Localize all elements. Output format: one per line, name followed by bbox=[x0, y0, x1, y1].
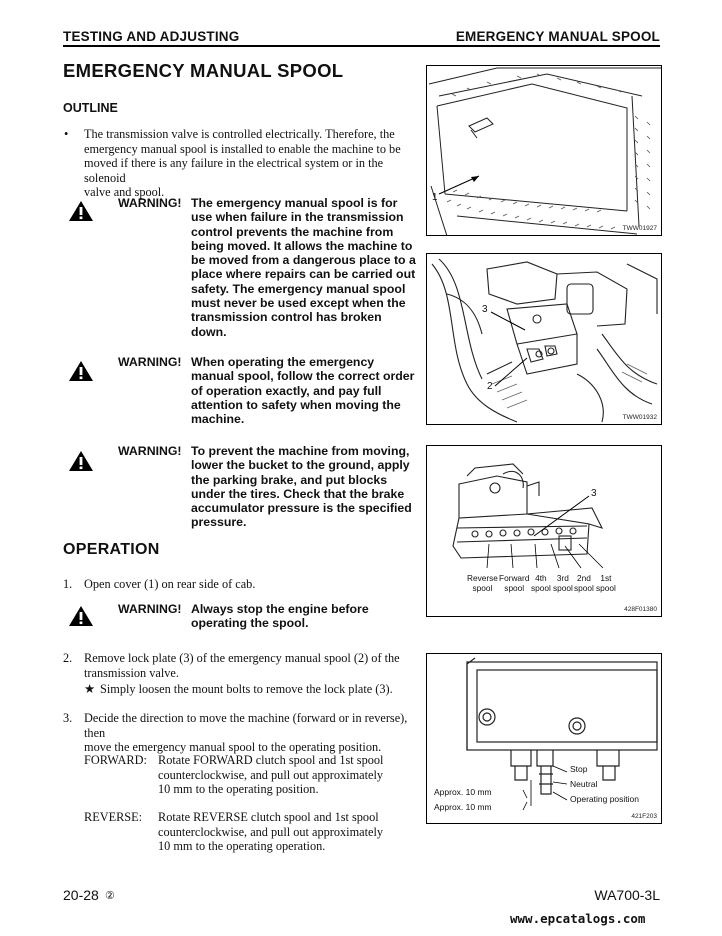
label-approx-10mm-upper: Approx. 10 mm bbox=[434, 787, 492, 797]
outline-heading: OUTLINE bbox=[63, 101, 118, 115]
star-icon: ★ bbox=[84, 682, 96, 696]
running-header-left: TESTING AND ADJUSTING bbox=[63, 29, 240, 44]
model-number: WA700-3L bbox=[594, 887, 660, 903]
label-4th-spool bbox=[531, 574, 551, 593]
figure-code: TWW01927 bbox=[622, 225, 657, 232]
cab-cover-drawing bbox=[427, 66, 661, 235]
forward-text bbox=[158, 753, 428, 797]
warning-label: WARNING! bbox=[118, 355, 182, 369]
outline-paragraph bbox=[84, 127, 424, 200]
running-header-right: EMERGENCY MANUAL SPOOL bbox=[455, 29, 660, 44]
label-neutral: Neutral bbox=[570, 779, 598, 789]
step-line: move the emergency manual spool to the operating position. bbox=[84, 740, 382, 755]
reverse-line: 10 mm to the operating operation. bbox=[158, 839, 326, 854]
label-line: Forward bbox=[499, 573, 530, 583]
label-line: spool bbox=[504, 582, 525, 593]
step-line: Decide the direction to move the machine (forward or in reverse), then bbox=[84, 711, 408, 740]
warning-label: WARNING! bbox=[118, 196, 182, 210]
label-forward-spool bbox=[499, 574, 529, 593]
label-approx-10mm-lower: Approx. 10 mm bbox=[434, 802, 492, 812]
callout-3: 3 bbox=[591, 488, 597, 499]
operation-heading: OPERATION bbox=[63, 541, 160, 558]
transmission-valve-drawing bbox=[427, 254, 661, 424]
label-line: spool bbox=[553, 582, 573, 593]
figure-code: 421F203 bbox=[631, 813, 657, 820]
label-2nd-spool bbox=[574, 574, 594, 593]
label-line: 1st bbox=[600, 573, 612, 583]
forward-line: counterclockwise, and pull out approximately bbox=[158, 767, 384, 782]
warning-text: The emergency manual spool is for use when failure in the transmission control prevents the machine from being moved. It allows the machine to be moved from a dangerous place to a place where repairs can be carried out safety. The emergency manual spool must never be used except when the transmission control has broken down. bbox=[191, 196, 416, 339]
forward-line: Rotate FORWARD clutch spool and 1st spool bbox=[158, 753, 384, 767]
warning-text: To prevent the machine from moving, lower the bucket to the ground, apply the parking brake, and put blocks under the tires. Check that the brake accumulator pressure is the specified pressure. bbox=[191, 444, 412, 530]
warning-text: Always stop the engine before operating the spool. bbox=[191, 602, 369, 631]
step-2-text bbox=[84, 651, 424, 680]
revision-mark: ② bbox=[105, 890, 115, 902]
step-number: 2. bbox=[63, 651, 73, 665]
label-line: spool bbox=[472, 582, 493, 593]
label-line: 3rd bbox=[556, 573, 569, 583]
figure-spool-positions bbox=[426, 653, 662, 824]
figure-cab-cover bbox=[426, 65, 662, 236]
label-line: 4th bbox=[535, 573, 547, 583]
warning-triangle-icon bbox=[68, 360, 94, 382]
forward-line: 10 mm to the operating position. bbox=[158, 782, 319, 797]
reverse-label: REVERSE: bbox=[84, 810, 143, 824]
step-2-note: Simply loosen the mount bolts to remove the lock plate (3). bbox=[100, 682, 393, 696]
label-line: Reverse bbox=[467, 573, 498, 583]
reverse-line: counterclockwise, and pull out approximately bbox=[158, 824, 384, 839]
outline-line: moved if there is any failure in the electrical system or in the solenoid bbox=[84, 156, 384, 185]
figure-code: 428F01380 bbox=[624, 606, 657, 613]
page-title: EMERGENCY MANUAL SPOOL bbox=[63, 60, 344, 81]
reverse-text bbox=[158, 810, 428, 854]
step-number: 1. bbox=[63, 577, 73, 591]
outline-line: emergency manual spool is installed to enable the machine to be bbox=[84, 141, 401, 156]
bullet-mark: • bbox=[64, 127, 69, 141]
step-3-text bbox=[84, 711, 429, 755]
step-line: transmission valve. bbox=[84, 665, 179, 680]
label-line: spool bbox=[596, 582, 616, 593]
outline-line: The transmission valve is controlled electrically. Therefore, the bbox=[84, 127, 395, 141]
page-number: 20-28 bbox=[63, 887, 99, 903]
label-reverse-spool bbox=[467, 574, 498, 593]
forward-label: FORWARD: bbox=[84, 753, 147, 767]
warning-triangle-icon bbox=[68, 450, 94, 472]
figure-code: TWW01932 bbox=[622, 414, 657, 421]
step-line: Remove lock plate (3) of the emergency manual spool (2) of the bbox=[84, 651, 400, 665]
label-line: spool bbox=[531, 582, 551, 593]
label-1st-spool bbox=[596, 574, 616, 593]
warning-triangle-icon bbox=[68, 200, 94, 222]
label-line: 2nd bbox=[577, 573, 591, 583]
label-line: spool bbox=[574, 582, 594, 593]
step-1-text: Open cover (1) on rear side of cab. bbox=[84, 577, 256, 591]
website-watermark[interactable]: www.epcatalogs.com bbox=[510, 911, 646, 926]
warning-label: WARNING! bbox=[118, 602, 182, 616]
figure-transmission-valve bbox=[426, 253, 662, 425]
figure-spool-layout bbox=[426, 445, 662, 617]
label-stop: Stop bbox=[570, 764, 588, 774]
step-number: 3. bbox=[63, 711, 73, 725]
warning-triangle-icon bbox=[68, 605, 94, 627]
reverse-line: Rotate REVERSE clutch spool and 1st spool bbox=[158, 810, 379, 824]
callout-3: 3 bbox=[482, 304, 488, 315]
callout-2: 2 bbox=[487, 381, 493, 392]
warning-label: WARNING! bbox=[118, 444, 182, 458]
header-rule bbox=[63, 45, 660, 47]
outline-line: valve and spool. bbox=[84, 185, 165, 200]
warning-text: When operating the emergency manual spool, follow the correct order of operation exactly, and pay full attention to safety when moving the machine. bbox=[191, 355, 415, 427]
label-3rd-spool bbox=[553, 574, 573, 593]
label-operating-position: Operating position bbox=[570, 794, 639, 804]
callout-1: 1 bbox=[432, 192, 438, 203]
